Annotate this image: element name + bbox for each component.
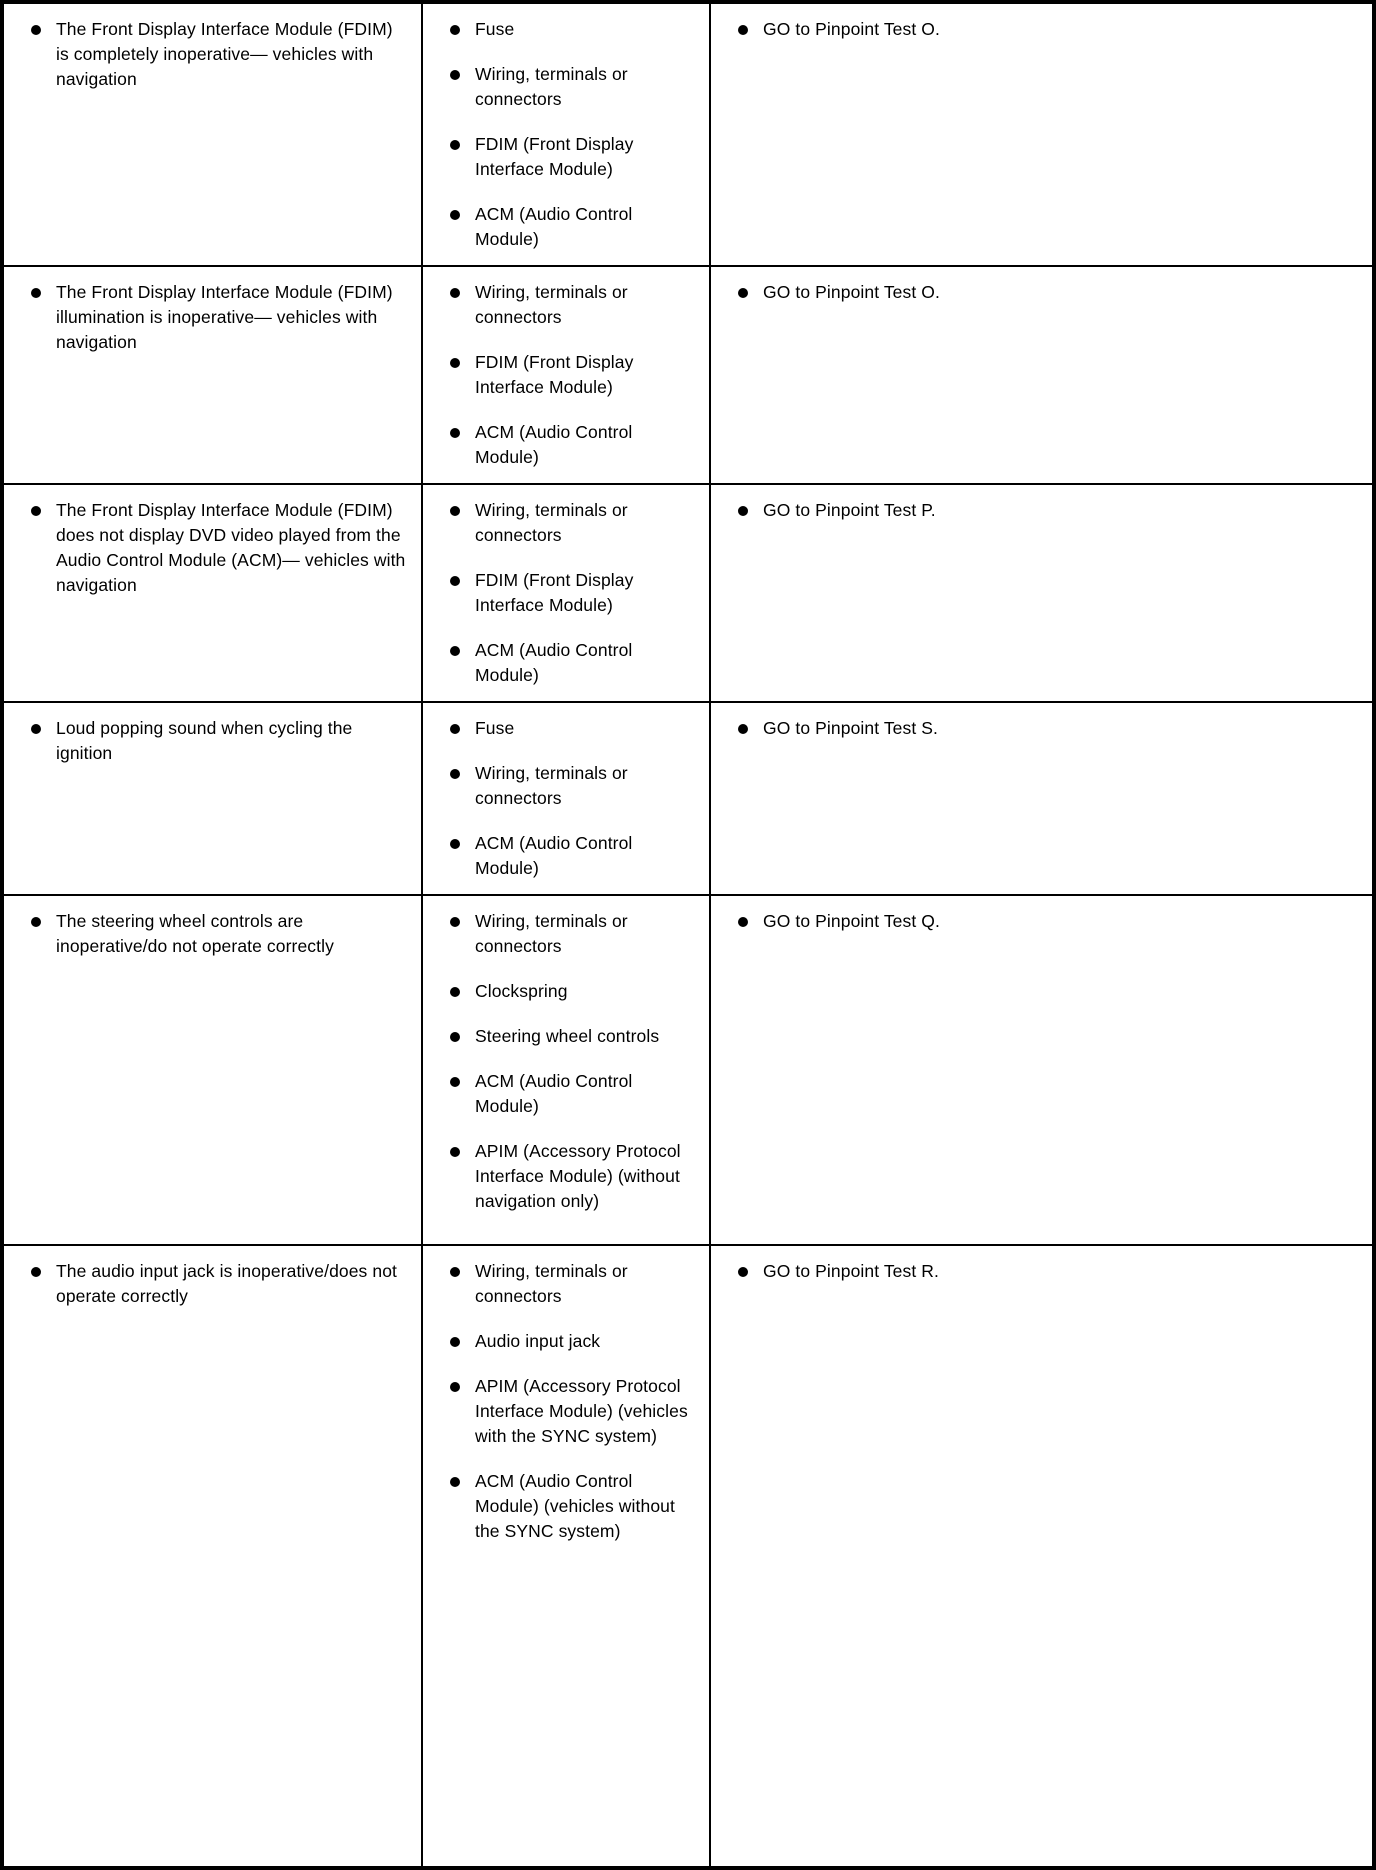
sources-cell: [422, 2, 710, 266]
list-item-text: Audio input jack: [475, 1331, 601, 1351]
list-item-text: ACM (Audio Control Module) (vehicles without the SYNC system): [475, 1471, 675, 1541]
list-item: [711, 498, 1360, 523]
bullet-icon: [31, 506, 41, 516]
bullet-icon: [450, 917, 460, 927]
sources-cell: [422, 266, 710, 484]
list-item: [423, 638, 697, 688]
bullet-icon: [450, 1382, 460, 1392]
symptom-table-body: [2, 2, 1374, 1868]
list-item-text: Steering wheel controls: [475, 1026, 660, 1046]
bullet-icon: [450, 358, 460, 368]
bullet-icon: [450, 210, 460, 220]
bullet-icon: [738, 25, 748, 35]
list-item-text: APIM (Accessory Protocol Interface Module) (vehicles with the SYNC system): [475, 1376, 688, 1446]
bullet-icon: [450, 70, 460, 80]
list-item-text: Wiring, terminals or connectors: [475, 64, 628, 109]
bullet-icon: [738, 506, 748, 516]
list-item-text: Wiring, terminals or connectors: [475, 911, 628, 956]
bullet-icon: [31, 1267, 41, 1277]
symptom-cell: [2, 895, 422, 1245]
symptom-cell: [2, 702, 422, 895]
list-item-text: ACM (Audio Control Module): [475, 204, 633, 249]
bullet-icon: [738, 1267, 748, 1277]
symptom-cell: [2, 2, 422, 266]
list-item-text: GO to Pinpoint Test S.: [763, 718, 939, 738]
list-item-text: GO to Pinpoint Test R.: [763, 1261, 939, 1281]
bullet-icon: [450, 769, 460, 779]
table-row: [2, 1245, 1374, 1868]
list-item: [711, 17, 1360, 42]
list-item: [711, 1259, 1360, 1284]
list-item: [4, 716, 409, 766]
list-item: [4, 498, 409, 598]
table-row: [2, 702, 1374, 895]
list-item: [711, 909, 1360, 934]
bullet-icon: [450, 1077, 460, 1087]
action-cell: [710, 2, 1374, 266]
bullet-icon: [450, 1032, 460, 1042]
list-item: [423, 761, 697, 811]
list-item-text: FDIM (Front Display Interface Module): [475, 134, 634, 179]
bullet-icon: [450, 646, 460, 656]
list-item-text: GO to Pinpoint Test Q.: [763, 911, 940, 931]
bullet-icon: [31, 288, 41, 298]
list-item-text: ACM (Audio Control Module): [475, 833, 633, 878]
list-item-text: The audio input jack is inoperative/does not operate correctly: [56, 1261, 398, 1306]
list-item: [423, 568, 697, 618]
bullet-icon: [738, 917, 748, 927]
bullet-icon: [450, 1477, 460, 1487]
list-item: [423, 62, 697, 112]
list-item-text: Loud popping sound when cycling the ignition: [56, 718, 353, 763]
list-item: [423, 909, 697, 959]
bullet-icon: [450, 288, 460, 298]
list-item: [4, 909, 409, 959]
list-item: [423, 716, 697, 741]
list-item-text: The steering wheel controls are inoperative/do not operate correctly: [56, 911, 334, 956]
list-item-text: FDIM (Front Display Interface Module): [475, 352, 634, 397]
list-item: [4, 17, 409, 92]
list-item: [423, 1069, 697, 1119]
list-item-text: The Front Display Interface Module (FDIM) illumination is inoperative— vehicles with navigation: [56, 282, 393, 352]
list-item-text: The Front Display Interface Module (FDIM) is completely inoperative— vehicles with navigation: [56, 19, 393, 89]
list-item: [423, 498, 697, 548]
sources-cell: [422, 1245, 710, 1868]
bullet-icon: [450, 576, 460, 586]
list-item-text: ACM (Audio Control Module): [475, 422, 633, 467]
list-item-text: ACM (Audio Control Module): [475, 640, 633, 685]
action-cell: [710, 702, 1374, 895]
list-item: [423, 1329, 697, 1354]
list-item: [4, 1259, 409, 1309]
sources-cell: [422, 484, 710, 702]
list-item: [423, 1139, 697, 1214]
action-cell: [710, 1245, 1374, 1868]
bullet-icon: [450, 1147, 460, 1157]
list-item: [423, 132, 697, 182]
action-cell: [710, 266, 1374, 484]
sources-cell: [422, 702, 710, 895]
symptom-cell: [2, 1245, 422, 1868]
bullet-icon: [31, 917, 41, 927]
list-item-text: The Front Display Interface Module (FDIM) does not display DVD video played from the Audio Control Module (ACM)— vehicles with navigation: [56, 500, 406, 595]
action-cell: [710, 484, 1374, 702]
list-item: [423, 350, 697, 400]
list-item: [423, 420, 697, 470]
bullet-icon: [450, 428, 460, 438]
table-row: [2, 484, 1374, 702]
bullet-icon: [450, 25, 460, 35]
symptom-cell: [2, 484, 422, 702]
table-row: [2, 266, 1374, 484]
list-item: [423, 1259, 697, 1309]
bullet-icon: [31, 724, 41, 734]
list-item-text: FDIM (Front Display Interface Module): [475, 570, 634, 615]
list-item-text: Wiring, terminals or connectors: [475, 282, 628, 327]
bullet-icon: [450, 1267, 460, 1277]
list-item-text: GO to Pinpoint Test O.: [763, 19, 940, 39]
table-row: [2, 2, 1374, 266]
list-item: [711, 280, 1360, 305]
bullet-icon: [738, 288, 748, 298]
list-item-text: ACM (Audio Control Module): [475, 1071, 633, 1116]
list-item: [4, 280, 409, 355]
bullet-icon: [450, 140, 460, 150]
bullet-icon: [450, 506, 460, 516]
list-item-text: Wiring, terminals or connectors: [475, 763, 628, 808]
list-item-text: GO to Pinpoint Test O.: [763, 282, 940, 302]
list-item: [423, 280, 697, 330]
list-item-text: Fuse: [475, 718, 515, 738]
bullet-icon: [450, 724, 460, 734]
list-item: [423, 1374, 697, 1449]
list-item-text: Wiring, terminals or connectors: [475, 500, 628, 545]
list-item: [423, 17, 697, 42]
bullet-icon: [31, 25, 41, 35]
list-item-text: Clockspring: [475, 981, 568, 1001]
list-item: [423, 1024, 697, 1049]
list-item: [423, 1469, 697, 1544]
bullet-icon: [450, 839, 460, 849]
list-item-text: Wiring, terminals or connectors: [475, 1261, 628, 1306]
list-item-text: APIM (Accessory Protocol Interface Module) (without navigation only): [475, 1141, 681, 1211]
bullet-icon: [450, 987, 460, 997]
list-item: [423, 831, 697, 881]
bullet-icon: [738, 724, 748, 734]
symptom-cell: [2, 266, 422, 484]
sources-cell: [422, 895, 710, 1245]
list-item-text: Fuse: [475, 19, 515, 39]
list-item-text: GO to Pinpoint Test P.: [763, 500, 936, 520]
bullet-icon: [450, 1337, 460, 1347]
action-cell: [710, 895, 1374, 1245]
list-item: [711, 716, 1360, 741]
table-row: [2, 895, 1374, 1245]
list-item: [423, 202, 697, 252]
list-item: [423, 979, 697, 1004]
